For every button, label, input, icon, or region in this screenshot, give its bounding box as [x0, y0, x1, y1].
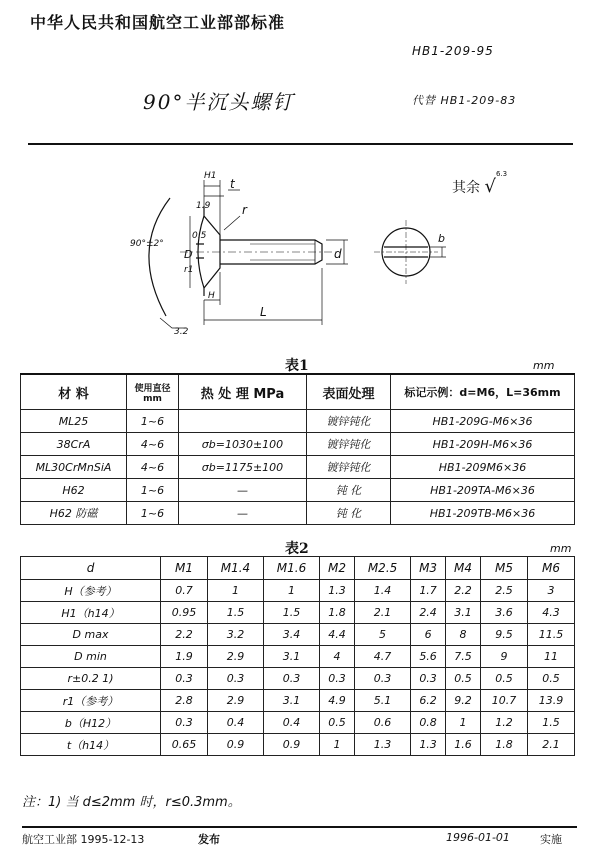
table1-unit: mm: [533, 359, 555, 372]
table-cell: 3.1: [264, 646, 320, 668]
table-header-cell: M6: [528, 557, 575, 580]
table-cell: 0.5: [528, 668, 575, 690]
table-cell: 1.8: [481, 734, 528, 756]
material-table: [20, 373, 575, 525]
table-cell: 0.3: [161, 712, 208, 734]
table-cell: 0.3: [320, 668, 355, 690]
table-header-cell: 标记示例：d=M6，L=36mm: [391, 374, 575, 410]
angle-arc: [149, 198, 170, 316]
table-cell: D min: [21, 646, 161, 668]
table-cell: 0.8: [411, 712, 446, 734]
table-cell: 0.9: [264, 734, 320, 756]
table-row: [21, 646, 575, 668]
screw-drawing: [100, 160, 550, 350]
table-cell: —: [179, 502, 307, 525]
table-cell: 4.4: [320, 624, 355, 646]
table-cell: 0.5: [481, 668, 528, 690]
table-cell: σb=1030±100: [179, 433, 307, 456]
table-header-cell: M1: [161, 557, 208, 580]
table-header-cell: M1.4: [207, 557, 263, 580]
table-row: [21, 734, 575, 756]
table-cell: H（参考）: [21, 580, 161, 602]
label-l: L: [260, 305, 267, 319]
table-cell: 1.3: [355, 734, 411, 756]
table-cell: 0.6: [355, 712, 411, 734]
table-cell: 0.3: [207, 668, 263, 690]
table-row: [21, 580, 575, 602]
table-cell: 5.6: [411, 646, 446, 668]
table2-unit: mm: [550, 542, 572, 555]
table-row: [21, 479, 575, 502]
table-cell: 4~6: [127, 433, 179, 456]
table-cell: 3.4: [264, 624, 320, 646]
table-cell: 1.3: [320, 580, 355, 602]
footnote: 注：1) 当 d≤2mm 时，r≤0.3mm。: [22, 795, 241, 810]
table-row: [21, 624, 575, 646]
table-cell: 4: [320, 646, 355, 668]
table-cell: 3.1: [264, 690, 320, 712]
table-cell: 1.7: [411, 580, 446, 602]
table-row: [21, 410, 575, 433]
label-d-major: D: [184, 248, 193, 261]
document-footer: [22, 826, 577, 846]
document-title: 90°半沉头螺钉: [143, 90, 295, 114]
table-cell: 1.3: [411, 734, 446, 756]
table-cell: 2.1: [355, 602, 411, 624]
table-cell: 2.5: [481, 580, 528, 602]
table-cell: ML25: [21, 410, 127, 433]
table-cell: 1.4: [355, 580, 411, 602]
table-cell: 4.7: [355, 646, 411, 668]
table-cell: 8: [446, 624, 481, 646]
table-cell: 钝 化: [307, 479, 391, 502]
table-header-cell: M3: [411, 557, 446, 580]
table-row: [21, 602, 575, 624]
table-cell: 6: [411, 624, 446, 646]
table-cell: 1~6: [127, 410, 179, 433]
table-cell: 11: [528, 646, 575, 668]
table-cell: H1（h14）: [21, 602, 161, 624]
table-cell: 0.3: [411, 668, 446, 690]
label-r: r: [242, 203, 247, 217]
table-cell: HB1-209G-M6×36: [391, 410, 575, 433]
table-cell: 3.6: [481, 602, 528, 624]
table-cell: 0.3: [355, 668, 411, 690]
table-cell: 3: [528, 580, 575, 602]
table-header-cell: 材 料: [21, 374, 127, 410]
table-cell: 0.5: [446, 668, 481, 690]
label-t: t: [230, 177, 235, 191]
table-cell: 7.5: [446, 646, 481, 668]
label-dim-05: 0.5: [192, 231, 207, 241]
issuing-organization: 中华人民共和国航空工业部部标准: [30, 13, 286, 32]
table-header-cell: 表面处理: [307, 374, 391, 410]
label-h1: H1: [204, 171, 217, 181]
table-cell: 1.2: [481, 712, 528, 734]
table-cell: 2.2: [446, 580, 481, 602]
table-row: [21, 712, 575, 734]
table-header-cell: M2.5: [355, 557, 411, 580]
table-cell: 1.5: [207, 602, 263, 624]
table-row: [21, 690, 575, 712]
table-cell: 0.65: [161, 734, 208, 756]
table-cell: 3.2: [207, 624, 263, 646]
table-cell: 镀锌钝化: [307, 410, 391, 433]
table-cell: 13.9: [528, 690, 575, 712]
table-cell: 0.3: [264, 668, 320, 690]
footer-issuer: 航空工业部 1995-12-13: [22, 833, 145, 846]
label-dim-32: 3.2: [174, 327, 189, 337]
table-cell: 0.9: [207, 734, 263, 756]
table-cell: HB1-209H-M6×36: [391, 433, 575, 456]
label-d: d: [334, 247, 342, 261]
table-cell: 1: [320, 734, 355, 756]
table-row: [21, 502, 575, 525]
table-cell: HB1-209TA-M6×36: [391, 479, 575, 502]
table-cell: 2.4: [411, 602, 446, 624]
standard-code: HB1-209-95: [412, 44, 494, 58]
footer-effective-date: 1996-01-01: [446, 831, 510, 844]
table-header-cell: M2: [320, 557, 355, 580]
table-header-cell: 热 处 理 MPa: [179, 374, 307, 410]
table-cell: r1（参考）: [21, 690, 161, 712]
table-cell: 2.9: [207, 690, 263, 712]
roughness-value: 6.3: [496, 170, 508, 178]
table-cell: 2.9: [207, 646, 263, 668]
table-row: [21, 456, 575, 479]
table-header-cell: M1.6: [264, 557, 320, 580]
screw-head-outline: [204, 206, 220, 296]
table-cell: 6.2: [411, 690, 446, 712]
label-h: H: [208, 291, 215, 301]
table-cell: 2.1: [528, 734, 575, 756]
replaces-standard: 代替 HB1-209-83: [412, 94, 517, 107]
table-cell: 9: [481, 646, 528, 668]
table-cell: H62: [21, 479, 127, 502]
table-cell: 0.7: [161, 580, 208, 602]
table-cell: 1: [207, 580, 263, 602]
table-cell: HB1-209M6×36: [391, 456, 575, 479]
table-cell: 1.5: [264, 602, 320, 624]
table-header-cell: M5: [481, 557, 528, 580]
table-cell: 镀锌钝化: [307, 433, 391, 456]
table-cell: 3.1: [446, 602, 481, 624]
label-b: b: [438, 232, 445, 245]
table-cell: HB1-209TB-M6×36: [391, 502, 575, 525]
table-cell: 镀锌钝化: [307, 456, 391, 479]
table-cell: 1: [446, 712, 481, 734]
table-cell: 0.5: [320, 712, 355, 734]
table-cell: ML30CrMnSiA: [21, 456, 127, 479]
table-cell: b（H12）: [21, 712, 161, 734]
table-cell: 1.5: [528, 712, 575, 734]
label-angle: 90°±2°: [130, 239, 164, 249]
label-dim-19: 1.9: [196, 201, 211, 211]
table-cell: —: [179, 479, 307, 502]
table1-caption: 表1: [285, 358, 309, 374]
table-header-cell: M4: [446, 557, 481, 580]
footer-implemented: 实施: [540, 833, 562, 846]
table2-caption: 表2: [285, 541, 309, 557]
table-header-row: [21, 374, 575, 410]
table-cell: D max: [21, 624, 161, 646]
table-cell: t（h14）: [21, 734, 161, 756]
dimension-table: [20, 556, 575, 756]
table-cell: 1: [264, 580, 320, 602]
table-cell: [179, 410, 307, 433]
table-cell: 钝 化: [307, 502, 391, 525]
table-header-cell: d: [21, 557, 161, 580]
table-cell: 0.95: [161, 602, 208, 624]
table-cell: H62 防磁: [21, 502, 127, 525]
table-cell: r±0.2 1): [21, 668, 161, 690]
table-cell: 9.2: [446, 690, 481, 712]
table-cell: 1~6: [127, 479, 179, 502]
table-cell: 5: [355, 624, 411, 646]
table-row: [21, 668, 575, 690]
table-cell: σb=1175±100: [179, 456, 307, 479]
table-cell: 2.8: [161, 690, 208, 712]
table-cell: 1.6: [446, 734, 481, 756]
table-cell: 0.4: [207, 712, 263, 734]
header-rule: [28, 143, 573, 145]
table-cell: 9.5: [481, 624, 528, 646]
table-cell: 4.9: [320, 690, 355, 712]
table-cell: 2.2: [161, 624, 208, 646]
table-cell: 5.1: [355, 690, 411, 712]
label-r1: r1: [184, 265, 194, 275]
table-cell: 1.8: [320, 602, 355, 624]
table-row: [21, 433, 575, 456]
table-cell: 0.4: [264, 712, 320, 734]
table-cell: 11.5: [528, 624, 575, 646]
roughness-check-icon: √: [484, 176, 496, 197]
table-header-row: [21, 557, 575, 580]
table-cell: 38CrA: [21, 433, 127, 456]
table-cell: 10.7: [481, 690, 528, 712]
table-cell: 1~6: [127, 502, 179, 525]
roughness-label: 其余: [452, 180, 480, 196]
table-cell: 0.3: [161, 668, 208, 690]
table-cell: 4~6: [127, 456, 179, 479]
footer-issued: 发布: [198, 833, 220, 846]
table-header-cell: 使用直径 mm: [127, 374, 179, 410]
table-cell: 4.3: [528, 602, 575, 624]
table-cell: 1.9: [161, 646, 208, 668]
